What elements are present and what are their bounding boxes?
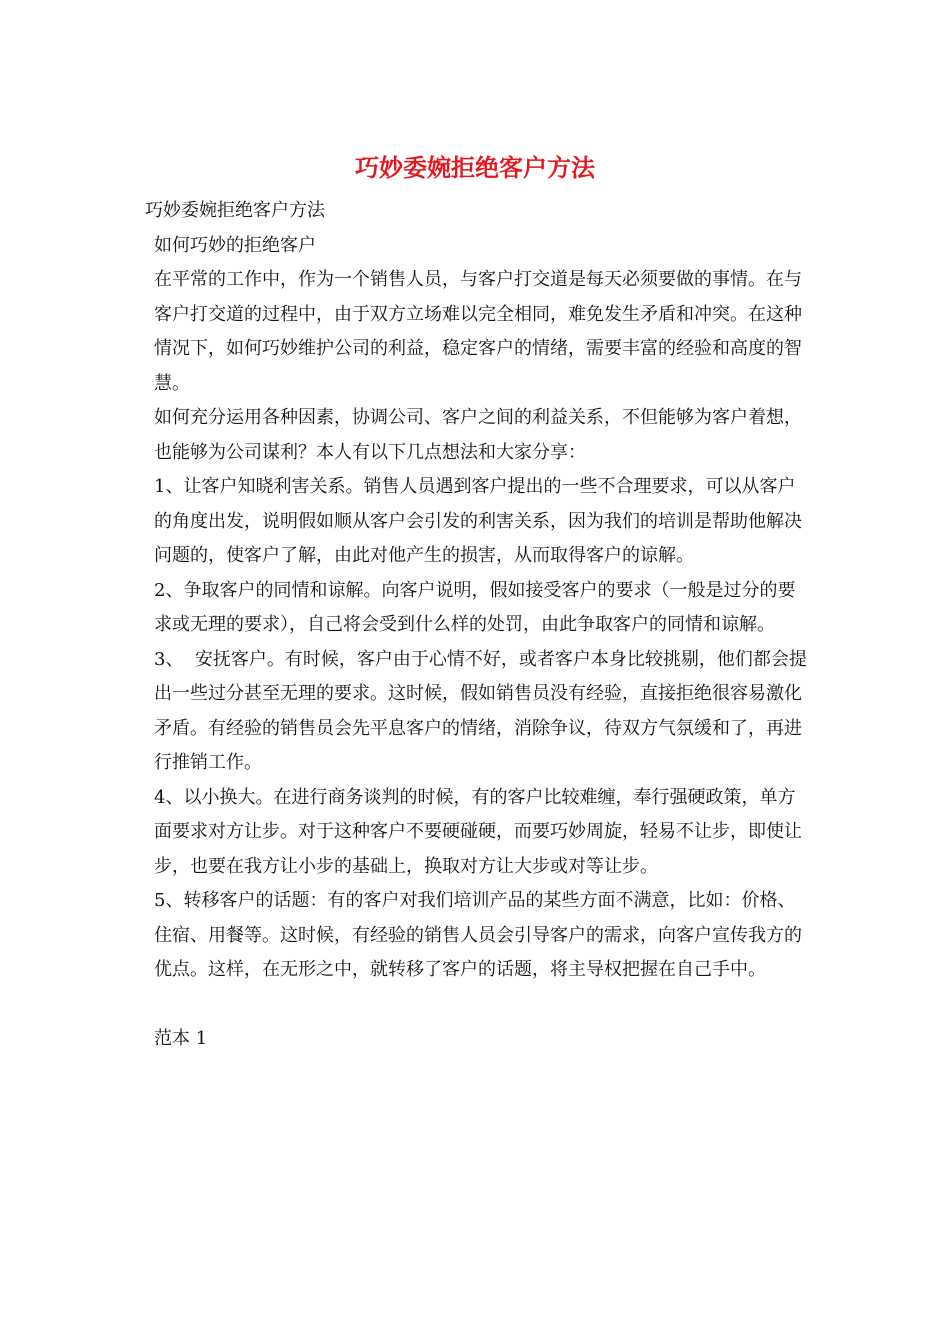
document-title: 巧妙委婉拒绝客户方法: [355, 153, 595, 182]
document-body: [145, 194, 810, 1057]
paragraph-sample-label: 范本 1: [154, 1028, 208, 1049]
paragraph-subheading: 如何巧妙的拒绝客户: [154, 234, 316, 256]
paragraph-point-3: 3、 安抚客户。有时候，客户由于心情不好，或者客户本身比较挑剔，他们都会提出一些过分甚至无理的要求。这时候，假如销售员没有经验，直接拒绝很容易激化矛盾。有经验的销售员会先平息客户的情绪，消除争议，待双方气氛缓和了，再进行推销工作。: [154, 648, 807, 773]
paragraph-heading: 巧妙委婉拒绝客户方法: [145, 200, 325, 221]
paragraph-point-2: 2、争取客户的同情和谅解。向客户说明，假如接受客户的要求（一般是过分的要求或无理的要求），自己将会受到什么样的处罚，由此争取客户的同情和谅解。: [154, 579, 796, 635]
paragraph-point-1: 1、让客户知晓利害关系。销售人员遇到客户提出的一些不合理要求，可以从客户的角度出发，说明假如顺从客户会引发的利害关系，因为我们的培训是帮助他解决问题的，使客户了解，由此对他产生的损害，从而取得客户的谅解。: [154, 476, 802, 566]
paragraph-question: 如何充分运用各种因素，协调公司、客户之间的利益关系，不但能够为客户着想，也能够为公司谋利？本人有以下几点想法和大家分享：: [154, 407, 802, 463]
paragraph-intro: 在平常的工作中，作为一个销售人员，与客户打交道是每天必须要做的事情。在与客户打交道的过程中，由于双方立场难以完全相同，难免发生矛盾和冲突。在这种情况下，如何巧妙维护公司的利益，稳定客户的情绪，需要丰富的经验和高度的智慧。: [154, 269, 802, 394]
paragraph-point-5: 5、转移客户的话题：有的客户对我们培训产品的某些方面不满意，比如：价格、住宿、用餐等。这时候，有经验的销售人员会引导客户的需求，向客户宣传我方的优点。这样，在无形之中，就转移了客户的话题，将主导权把握在自己手中。: [154, 890, 802, 980]
paragraph-point-4: 4、以小换大。在进行商务谈判的时候，有的客户比较难缠，奉行强硬政策，单方面要求对方让步。对于这种客户不要硬碰硬，而要巧妙周旋，轻易不让步，即使让步，也要在我方让小步的基础上，换取对方让大步或对等让步。: [154, 786, 802, 877]
blank-line: [145, 988, 810, 1023]
